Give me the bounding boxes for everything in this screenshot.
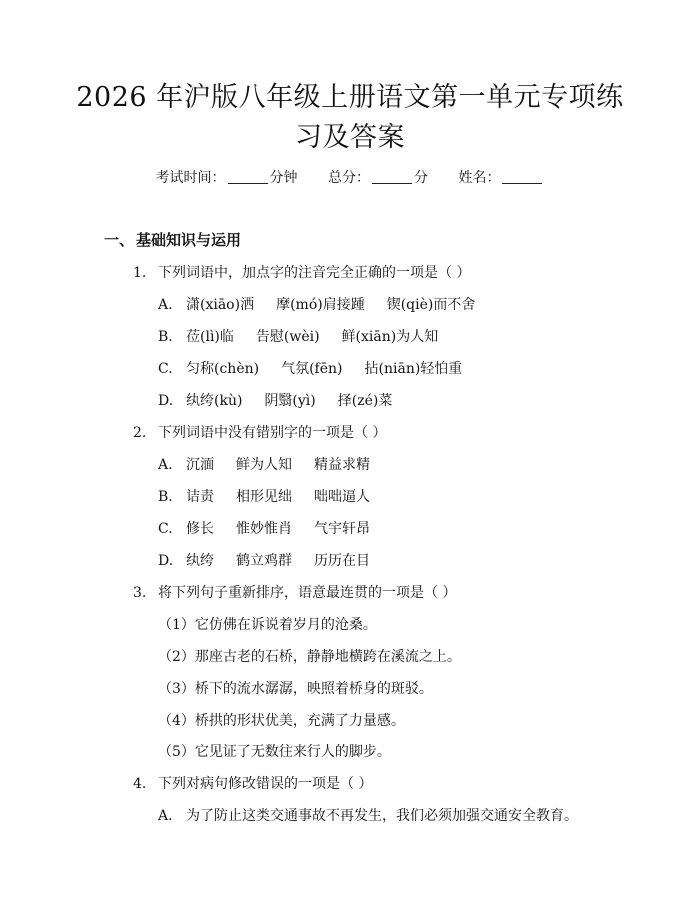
question-2-option-c	[158, 518, 392, 538]
option-word: 精益求精	[314, 457, 370, 473]
question-1-option-b	[158, 326, 460, 346]
option-word: 咄咄逼人	[314, 489, 370, 505]
question-number: 4.	[133, 776, 147, 792]
option-word: 气氛(fēn)	[281, 361, 343, 377]
option-word: 莅(lì)临	[186, 329, 234, 345]
question-2-option-b	[158, 486, 392, 506]
title-line-1: 2026 年沪版八年级上册语文第一单元专项练	[76, 82, 624, 113]
option-word: 相形见绌	[236, 489, 292, 505]
question-text: 下列词语中没有错别字的一项是（ ）	[158, 425, 387, 441]
option-word: 修长	[186, 521, 214, 537]
option-word: 鲜(xiān)为人知	[341, 329, 439, 345]
option-word: 匀称(chèn)	[186, 361, 260, 377]
student-name-blank	[502, 169, 542, 184]
option-label: D.	[158, 393, 174, 409]
option-word: 阴翳(yì)	[264, 393, 316, 409]
question-4	[133, 773, 372, 793]
option-word: 锲(qiè)而不舍	[386, 297, 476, 313]
option-word: 沉湎	[186, 457, 214, 473]
question-3-sentence-5: （5）它见证了无数往来行人的脚步。	[158, 744, 391, 760]
option-word: 鹤立鸡群	[236, 553, 292, 569]
question-text: 将下列句子重新排序，语意最连贯的一项是（ ）	[158, 585, 457, 601]
student-name-field	[458, 168, 544, 188]
option-label: A.	[158, 808, 173, 824]
option-label: A.	[158, 457, 173, 473]
option-word: 惟妙惟肖	[236, 521, 292, 537]
exam-time-blank	[228, 169, 268, 184]
option-word: 诘责	[186, 489, 214, 505]
question-4-option-a	[158, 805, 578, 825]
option-label: B.	[158, 489, 173, 505]
question-2-option-d	[158, 550, 392, 570]
question-number: 2.	[133, 425, 147, 441]
question-2-option-a	[158, 454, 392, 474]
question-number: 3.	[133, 585, 147, 601]
question-number: 1.	[133, 265, 147, 281]
exam-time-unit: 分钟	[269, 170, 298, 186]
option-label: D.	[158, 553, 174, 569]
question-3-sentence-3: （3）桥下的流水潺潺，映照着桥身的斑驳。	[158, 681, 433, 697]
option-word: 纨绔(kù)	[186, 393, 243, 409]
question-3-sentence-2: （2）那座古老的石桥，静静地横跨在溪流之上。	[158, 649, 461, 665]
question-text: 下列对病句修改错误的一项是（ ）	[158, 776, 373, 792]
option-word: 拈(niān)轻怕重	[364, 361, 463, 377]
section-title: 基础知识与运用	[136, 231, 242, 249]
question-3-sentence-1: （1）它仿佛在诉说着岁月的沧桑。	[158, 617, 377, 633]
total-score-label: 总分：	[328, 170, 370, 186]
section-heading	[104, 229, 241, 250]
exam-meta	[0, 168, 700, 188]
section-number: 一、	[104, 231, 135, 249]
option-text: 为了防止这类交通事故不再发生，我们必须加强交通安全教育。	[186, 808, 578, 824]
option-word: 择(zé)菜	[337, 393, 393, 409]
question-3-sentence-4: （4）桥拱的形状优美，充满了力量感。	[158, 713, 405, 729]
total-score-unit: 分	[414, 170, 428, 186]
question-2	[133, 422, 386, 442]
option-word: 历历在目	[314, 553, 370, 569]
student-name-label: 姓名：	[458, 170, 501, 186]
option-word: 气宇轩昂	[314, 521, 370, 537]
option-word: 摩(mó)肩接踵	[276, 297, 365, 313]
total-score-blank	[372, 169, 412, 184]
question-1-option-c	[158, 358, 484, 378]
question-1-option-a	[158, 294, 497, 314]
option-label: C.	[158, 521, 173, 537]
exam-time-field	[156, 168, 298, 188]
option-word: 潇(xiāo)洒	[186, 297, 255, 313]
option-label: B.	[158, 329, 173, 345]
title-line-2: 习及答案	[295, 122, 405, 153]
option-label: C.	[158, 361, 173, 377]
option-word: 鲜为人知	[236, 457, 292, 473]
option-label: A.	[158, 297, 173, 313]
total-score-field	[328, 168, 428, 188]
question-text: 下列词语中，加点字的注音完全正确的一项是（ ）	[158, 265, 471, 281]
exam-time-label: 考试时间：	[155, 170, 226, 186]
question-1-option-d	[158, 390, 414, 410]
question-1	[133, 262, 470, 282]
question-3	[133, 582, 456, 602]
page-title	[0, 78, 700, 158]
option-word: 纨绔	[186, 553, 214, 569]
option-word: 告慰(wèi)	[255, 329, 320, 345]
